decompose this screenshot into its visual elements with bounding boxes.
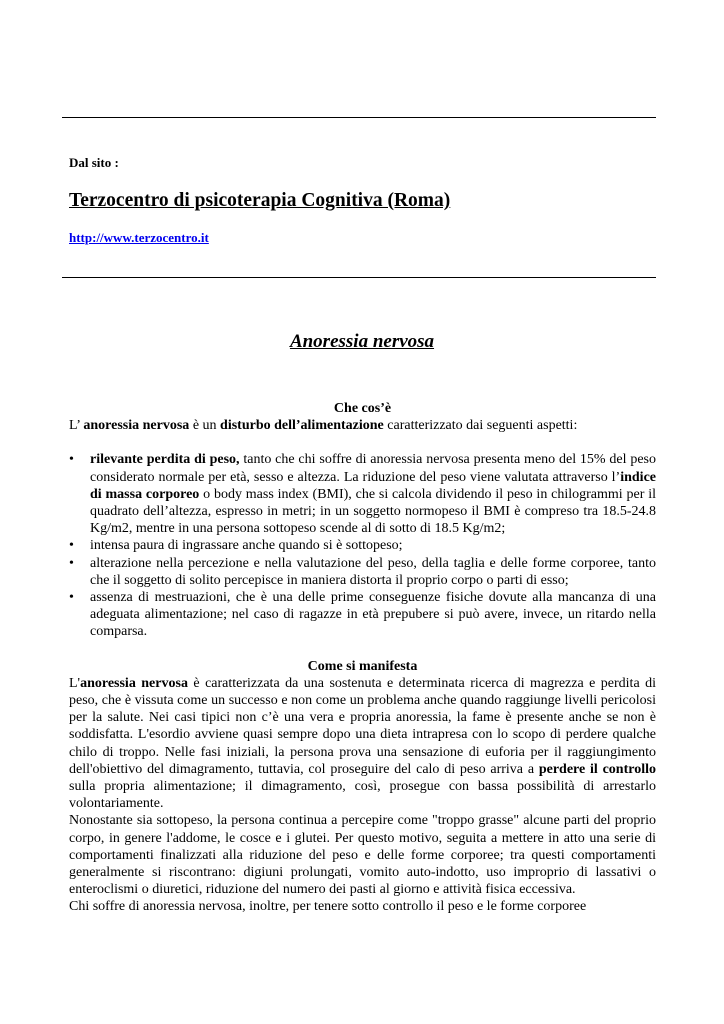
source-link[interactable]: http://www.terzocentro.it <box>69 230 209 245</box>
bullet-icon: • <box>69 590 74 606</box>
paragraph: L'anoressia nervosa è caratterizzata da una sostenuta e determinata ricerca di magrezza e perdita di peso, che è vissuta come un successo e non come un problema anche quando raggiunge livelli pericolosi per la salute. Nei casi tipici non c’è una vera e propria anoressia, la fame è presente anche se non è soddisfatta. L'esordio avviene quasi sempre dopo una dieta intrapresa con lo scopo di perdere qualche chilo di troppo. Nelle fasi iniziali, la persona prova una sensazione di euforia per il raggiungimento dell'obiettivo del dimagramento, tuttavia, col proseguire del calo di peso arriva a perdere il controllo sulla propria alimentazione; il dimagramento, così, prosegue con bassa possibilità di arrestarlo volontariamente. <box>69 675 656 812</box>
intro-paragraph: L’ anoressia nervosa è un disturbo dell’alimentazione caratterizzato dai seguenti aspetti: <box>69 418 578 434</box>
bullet-icon: • <box>69 452 74 468</box>
source-label: Dal sito : <box>69 155 119 170</box>
middle-divider <box>62 277 656 278</box>
bullet-icon: • <box>69 555 74 571</box>
list-item: • alterazione nella percezione e nella valutazione del peso, della taglia e delle forme corporee, tanto che il soggetto di solito percepisce in maniera distorta il proprio corpo o parti di esso; <box>69 555 656 588</box>
source-title: Terzocentro di psicoterapia Cognitiva (Roma) <box>69 190 451 211</box>
paragraph: Chi soffre di anoressia nervosa, inoltre, per tenere sotto controllo il peso e le forme corporee <box>69 899 587 915</box>
document-body <box>69 400 656 916</box>
list-item: • intensa paura di ingrassare anche quando si è sottopeso; <box>69 538 403 554</box>
section-heading-what-is: Che cos’è <box>333 401 392 416</box>
list-item: • assenza di mestruazioni, che è una delle prime conseguenze fisiche dovute alla mancanza di una adeguata alimentazione; nel caso di ragazze in età prepubere si può avere, invece, un ritardo nella comparsa. <box>69 590 656 640</box>
top-divider <box>62 117 656 118</box>
section-heading-manifestation: Come si manifesta <box>307 658 418 674</box>
list-item: • rilevante perdita di peso, tanto che chi soffre di anoressia nervosa presenta meno del 15% del peso considerato normale per età, sesso e altezza. La riduzione del peso viene valutata attraverso l’indice di massa corporeo o body mass index (BMI), che si calcola dividendo il peso in chilogrammi per il quadrato dell’altezza, espresso in metri; in un soggetto normopeso il BMI è compreso tra 18.5-24.8 Kg/m2, mentre in una persona sottopeso scende al di sotto di 18.5 Kg/m2; <box>69 452 656 537</box>
bullet-icon: • <box>69 538 74 554</box>
symptom-list <box>69 451 656 640</box>
document-title: Anoressia nervosa <box>289 331 435 352</box>
paragraph: Nonostante sia sottopeso, la persona continua a percepire come "troppo grasse" alcune parti del proprio corpo, in genere l'addome, le cosce e i glutei. Per questo motivo, seguita a mettere in atto una serie di comportamenti finalizzati alla riduzione del peso e delle forme corporee; tra questi comportamenti generalmente si riscontrano: digiuni prolungati, vomito auto-indotto, uso improprio di lassativi o enteroclismi o diuretici, riduzione del numero dei pasti al giorno e attività fisica eccessiva. <box>69 813 656 898</box>
